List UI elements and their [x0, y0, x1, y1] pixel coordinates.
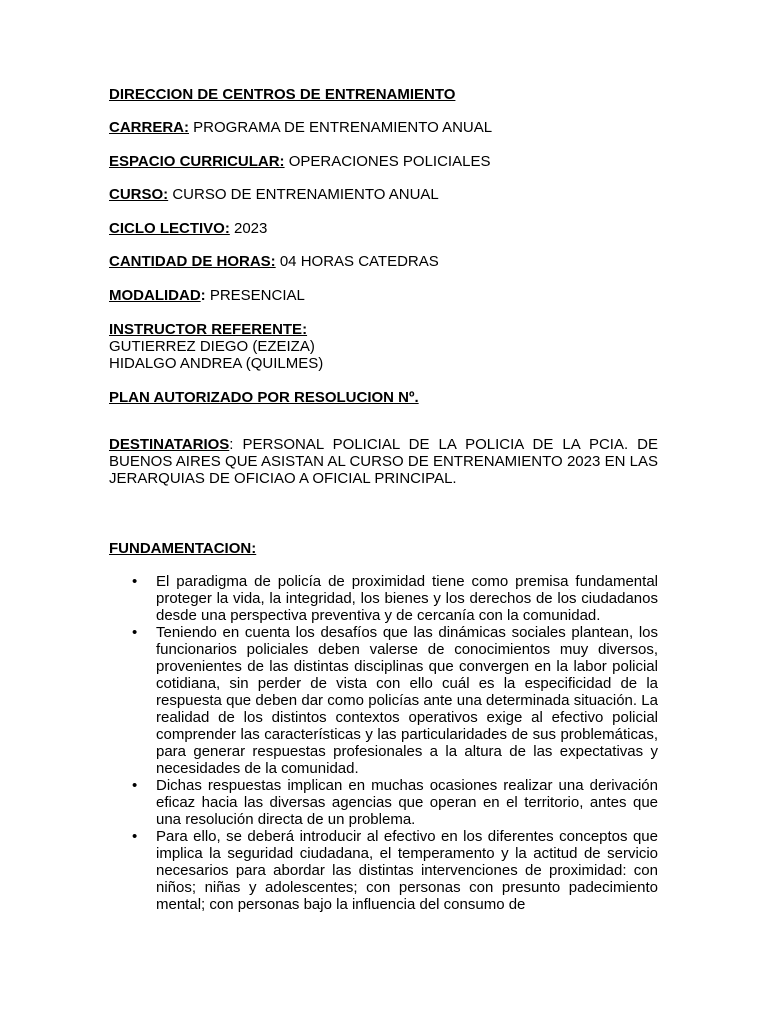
field-horas-label: CANTIDAD DE HORAS:	[109, 253, 276, 270]
section-heading-fundamentacion: FUNDAMENTACION:	[109, 540, 257, 557]
field-carrera-label: CARRERA:	[109, 119, 189, 136]
list-item-text: Teniendo en cuenta los desafíos que las dinámicas sociales plantean, los funcionarios policiales deben valerse de conocimientos muy diversos, provenientes de las distintas disciplinas que convergen en la labor policial cotidiana, sin perder de vista con ello cuál es la especificidad de la respuesta que deben dar como policías ante una determinada situación. La realidad de los distintos contextos operativos exige al efectivo policial comprender las características y las particularidades de sus problemáticas, para generar respuestas profesionales a la altura de las expectativas y necesidades de la comunidad.	[156, 624, 658, 777]
fundamentacion-list	[132, 573, 658, 913]
list-item	[132, 777, 658, 828]
list-item-text: El paradigma de policía de proximidad tiene como premisa fundamental proteger la vida, la integridad, los bienes y los derechos de los ciudadanos desde una perspectiva preventiva y de cercanía con la comunidad.	[156, 573, 658, 624]
field-ciclo-value: 2023	[229, 220, 268, 237]
field-espacio-label: ESPACIO CURRICULAR:	[109, 153, 285, 170]
field-modalidad-value: PRESENCIAL	[205, 287, 305, 304]
instructor-name: GUTIERREZ DIEGO (EZEIZA)	[109, 338, 315, 355]
field-espacio-value: OPERACIONES POLICIALES	[284, 153, 491, 170]
bullet-icon: •	[132, 777, 138, 794]
list-item-text: Dichas respuestas implican en muchas ocasiones realizar una derivación eficaz hacia las diversas agencias que operan en el territorio, antes que una resolución directa de un problema.	[156, 777, 658, 828]
field-ciclo-lectivo	[109, 220, 267, 237]
field-instructor-label: INSTRUCTOR REFERENTE:	[109, 321, 308, 338]
field-carrera-value: PROGRAMA DE ENTRENAMIENTO ANUAL	[189, 119, 493, 136]
list-item	[132, 573, 658, 624]
field-cantidad-horas	[109, 253, 439, 270]
field-ciclo-label: CICLO LECTIVO:	[109, 220, 230, 237]
field-curso	[109, 186, 439, 203]
list-item-text: Para ello, se deberá introducir al efectivo en los diferentes conceptos que implica la seguridad ciudadana, el temperamento y la actitud de servicio necesarios para abordar las distintas intervenciones de proximidad: con niños; niñas y adolescentes; con personas con presunto padecimiento mental; con personas bajo la influencia del consumo de	[156, 828, 658, 913]
field-modalidad-label: MODALIDAD	[109, 287, 201, 304]
field-horas-value: 04 HORAS CATEDRAS	[275, 253, 439, 270]
field-destinatarios-value: : PERSONAL POLICIAL DE LA POLICIA DE LA PCIA. DE BUENOS AIRES QUE ASISTAN AL CURSO DE ENTRENAMIENTO 2023 EN LAS JERARQUIAS DE OFICIAO A OFICIAL PRINCIPAL.	[109, 436, 658, 487]
field-destinatarios-label: DESTINATARIOS	[109, 436, 230, 453]
field-curso-label: CURSO:	[109, 186, 169, 203]
bullet-icon: •	[132, 624, 138, 641]
instructor-name: HIDALGO ANDREA (QUILMES)	[109, 355, 324, 372]
list-item	[132, 624, 658, 777]
field-modalidad-colon: :	[200, 287, 206, 304]
bullet-icon: •	[132, 573, 138, 590]
field-destinatarios	[109, 436, 658, 487]
bullet-icon: •	[132, 828, 138, 845]
field-plan-autorizado: PLAN AUTORIZADO POR RESOLUCION Nº.	[109, 389, 419, 406]
document-title: DIRECCION DE CENTROS DE ENTRENAMIENTO	[109, 86, 456, 103]
field-modalidad	[109, 287, 305, 304]
field-espacio-curricular	[109, 153, 490, 170]
list-item	[132, 828, 658, 913]
field-carrera	[109, 119, 492, 136]
field-curso-value: CURSO DE ENTRENAMIENTO ANUAL	[168, 186, 439, 203]
